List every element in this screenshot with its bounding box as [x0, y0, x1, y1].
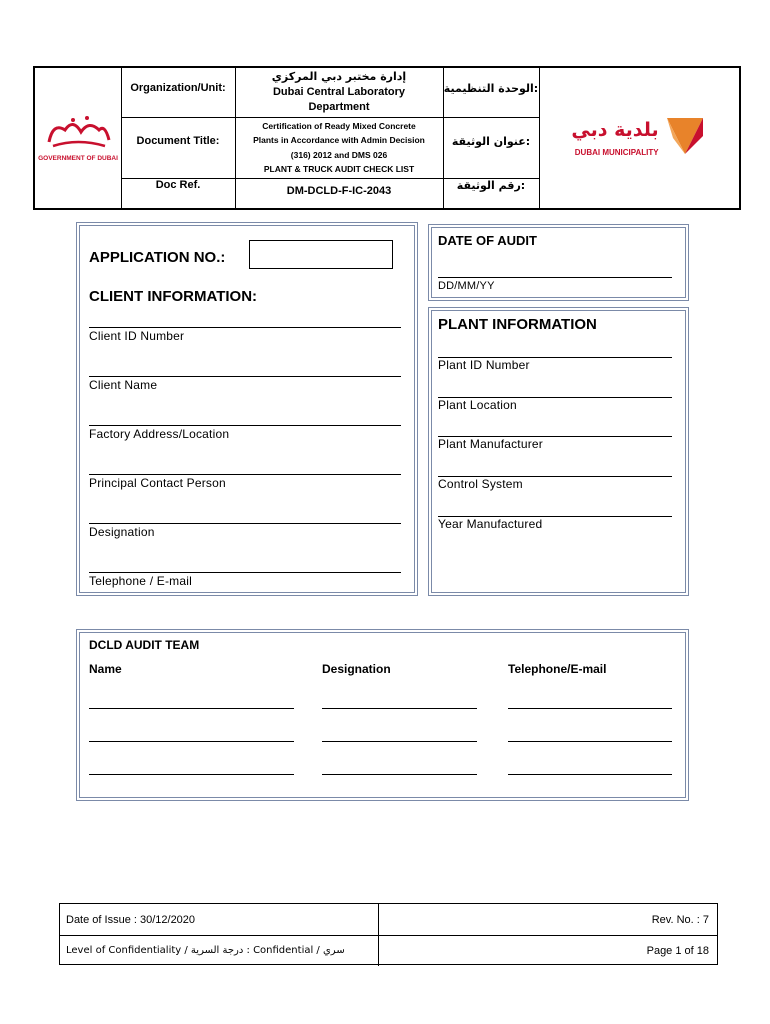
team-contact-line-1[interactable]	[508, 708, 672, 709]
designation-line[interactable]	[89, 523, 401, 524]
designation-label: Designation	[89, 525, 155, 539]
client-id-line[interactable]	[89, 327, 401, 328]
control-system-label: Control System	[438, 477, 523, 491]
team-name-line-2[interactable]	[89, 741, 294, 742]
doc-ref-label-ar: :رقم الوثيقة	[456, 179, 526, 193]
document-header-table	[33, 66, 741, 210]
dm-logo-text-ar: بلدية دبي	[571, 119, 659, 142]
year-manufactured-label: Year Manufactured	[438, 517, 543, 531]
application-no-label: APPLICATION NO.:	[89, 249, 226, 266]
telephone-email-label: Telephone / E-mail	[89, 574, 192, 588]
government-of-dubai-logo	[35, 68, 121, 208]
date-of-issue: Date of Issue : 30/12/2020	[66, 913, 196, 926]
date-of-audit-title: DATE OF AUDIT	[438, 233, 537, 248]
gov-logo-text: GOVERNMENT OF DUBAI	[38, 155, 118, 163]
plant-manufacturer-label: Plant Manufacturer	[438, 437, 543, 451]
document-title-line-1: Certification of Ready Mixed Concrete	[262, 120, 416, 131]
client-name-label: Client Name	[89, 378, 158, 392]
team-name-line-1[interactable]	[89, 708, 294, 709]
org-unit-value-en-2: Department	[308, 101, 370, 114]
plant-information-box	[428, 307, 689, 596]
org-unit-value-en-1: Dubai Central Laboratory	[272, 85, 406, 98]
document-footer	[59, 903, 718, 965]
client-information-title: CLIENT INFORMATION:	[89, 288, 258, 305]
audit-team-box	[76, 629, 689, 801]
telephone-email-line[interactable]	[89, 572, 401, 573]
page-number: Page 1 of 18	[646, 944, 709, 957]
principal-contact-label: Principal Contact Person	[89, 476, 226, 490]
doc-ref-label: Doc Ref.	[155, 179, 201, 192]
audit-team-title: DCLD AUDIT TEAM	[89, 638, 200, 652]
client-information-box	[76, 222, 418, 596]
document-title-line-2: Plants in Accordance with Admin Decision	[253, 135, 425, 146]
date-format-label: DD/MM/YY	[438, 280, 495, 292]
team-col-designation: Designation	[322, 662, 391, 676]
dubai-municipality-emblem-icon	[663, 114, 707, 162]
document-title-value	[235, 117, 443, 178]
document-title-line-3: (316) 2012 and DMS 026	[290, 149, 388, 160]
team-name-line-3[interactable]	[89, 774, 294, 775]
document-title-line-4: PLANT & TRUCK AUDIT CHECK LIST	[263, 163, 415, 174]
team-col-name: Name	[89, 662, 122, 676]
dubai-municipality-logo	[539, 68, 739, 208]
factory-address-label: Factory Address/Location	[89, 427, 230, 441]
team-contact-line-3[interactable]	[508, 774, 672, 775]
client-id-label: Client ID Number	[89, 329, 185, 343]
revision-number: Rev. No. : 7	[651, 913, 709, 926]
government-of-dubai-emblem-icon	[43, 112, 113, 152]
confidentiality-level: Level of Confidentiality / درجة السرية : Confidential / سري	[66, 945, 345, 956]
org-unit-label: Organization/Unit:	[130, 82, 226, 95]
plant-location-label: Plant Location	[438, 398, 517, 412]
team-col-contact: Telephone/E-mail	[508, 662, 607, 676]
team-designation-line-1[interactable]	[322, 708, 477, 709]
doc-ref-value: DM-DCLD-F-IC-2043	[286, 185, 392, 198]
team-designation-line-2[interactable]	[322, 741, 477, 742]
plant-id-label: Plant ID Number	[438, 358, 530, 372]
factory-address-line[interactable]	[89, 425, 401, 426]
dm-logo-text-en: DUBAI MUNICIPALITY	[574, 147, 659, 157]
document-title-label-ar: :عنوان الوثيقة	[451, 135, 531, 149]
team-contact-line-2[interactable]	[508, 741, 672, 742]
org-unit-value-ar: إدارة مختبر دبي المركزي	[271, 69, 407, 83]
org-unit-label-ar: :الوحدة التنظيمية	[443, 82, 539, 96]
application-no-input[interactable]	[249, 240, 393, 269]
client-name-line[interactable]	[89, 376, 401, 377]
team-designation-line-3[interactable]	[322, 774, 477, 775]
date-of-audit-line[interactable]	[438, 277, 672, 278]
principal-contact-line[interactable]	[89, 474, 401, 475]
document-title-label: Document Title:	[136, 135, 220, 148]
org-unit-value	[235, 68, 443, 117]
plant-information-title: PLANT INFORMATION	[438, 316, 597, 333]
